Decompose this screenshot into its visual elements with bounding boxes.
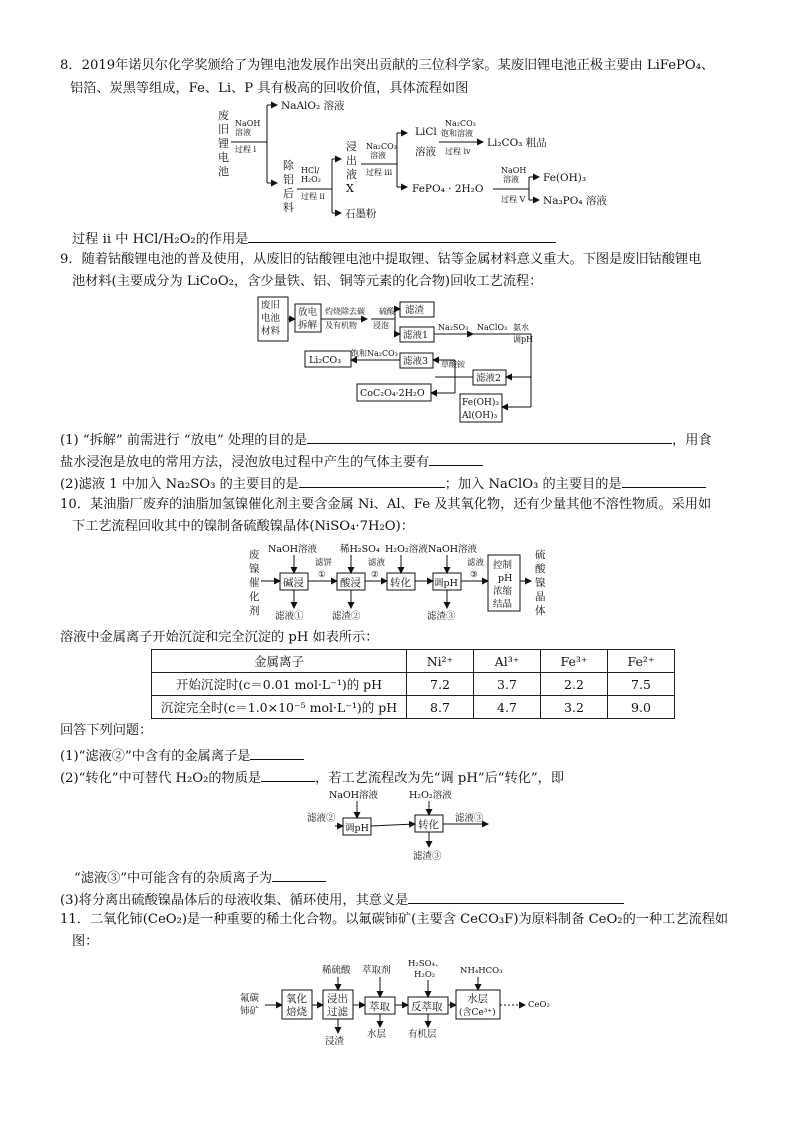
svg-text:液: 液 bbox=[346, 168, 357, 181]
q10-q2: (2)“转化”中可替代 H₂O₂的物质是 ，若工艺流程改为先“调 pH”后“转化”，即 bbox=[60, 768, 564, 786]
q11-b5b: (含Ce³⁺) bbox=[459, 1008, 496, 1018]
table-cell: 7.5 bbox=[608, 673, 675, 696]
q9-acid2: 浸泡 bbox=[373, 321, 389, 330]
q8-src-1: 废 bbox=[218, 109, 229, 122]
svg-text:催: 催 bbox=[249, 577, 260, 589]
svg-text:焙烧: 焙烧 bbox=[286, 1006, 307, 1018]
table-row bbox=[152, 696, 675, 719]
table-cell: 8.7 bbox=[407, 696, 474, 719]
q10-q1: (1)“滤液②”中含有的金属离子是 bbox=[60, 746, 304, 764]
q9-sat: 饱和Na₂CO₃ bbox=[351, 349, 398, 358]
svg-text:后: 后 bbox=[283, 187, 294, 200]
svg-text:旧: 旧 bbox=[218, 123, 229, 136]
q10-b3: 转化 bbox=[390, 577, 411, 589]
table-header-row bbox=[152, 650, 675, 673]
q8-na3po4: Na₃PO₄ 溶液 bbox=[543, 195, 607, 207]
q9-line2: 池材料(主要成分为 LiCoO₂，含少量铁、铝、铜等元素的化合物)回收工艺流程： bbox=[72, 274, 543, 289]
q9-burn1: 灼烧除去碳 bbox=[325, 307, 365, 316]
q9-line1: 9．随着钴酸锂电池的普及使用，从废旧的钴酸锂电池中提取锂、钴等金属材料意义重大。下图是废旧钴酸锂电 bbox=[60, 252, 702, 267]
q10-m1: 滤饼 bbox=[315, 558, 333, 568]
q10-b2: 酸浸 bbox=[340, 577, 361, 589]
svg-text:废: 废 bbox=[249, 549, 260, 561]
svg-text:氧化: 氧化 bbox=[286, 993, 307, 1005]
svg-text:料: 料 bbox=[283, 201, 294, 214]
q10-b4: 调pH bbox=[434, 578, 458, 589]
q10-w3: 滤渣③ bbox=[427, 611, 456, 622]
q11-flow-diagram bbox=[238, 957, 558, 1047]
q8-s4-top: Na₂CO₃ bbox=[445, 119, 476, 128]
q10-line2: 下工艺流程回收其中的镍制备硫酸镍晶体(NiSO₄·7H₂O)： bbox=[72, 519, 414, 534]
q10-alt-b2: 转化 bbox=[418, 819, 439, 831]
q11-r2: 萃取剂 bbox=[362, 965, 391, 976]
q8-s1-bot: 过程 ⅰ bbox=[235, 145, 257, 154]
svg-text:X: X bbox=[346, 182, 354, 195]
table-cell: 9.0 bbox=[608, 696, 675, 719]
q9-burn2: 及有机物 bbox=[325, 321, 357, 330]
q10-line1: 10．某油脂厂废弃的油脂加氢镍催化剂主要含金属 Ni、Al、Fe 及其氧化物，还有少量其他不溶性物质。采用如 bbox=[60, 497, 712, 512]
q8-s2-top: HCl/ bbox=[301, 166, 320, 175]
svg-text:过滤: 过滤 bbox=[327, 1006, 348, 1018]
q8-feoh3: Fe(OH)₃ bbox=[543, 172, 587, 184]
q9-q2: (2)滤液 1 中加入 Na₂SO₃ 的主要目的是 ；加入 NaClO₃ 的主要目的是 bbox=[60, 474, 706, 492]
q9-f1: 滤液1 bbox=[403, 330, 429, 341]
svg-text:铝: 铝 bbox=[283, 173, 294, 186]
svg-text:浸: 浸 bbox=[346, 140, 357, 153]
q9-res: 滤渣 bbox=[405, 305, 425, 316]
q8-question: 过程 ⅱ 中 HCl/H₂O₂的作用是 bbox=[72, 229, 556, 247]
q8-s4-mid: 饱和溶液 bbox=[441, 129, 473, 138]
q10-alt-r2: H₂O₂溶液 bbox=[409, 790, 452, 801]
svg-text:放电: 放电 bbox=[298, 307, 318, 318]
svg-text:pH: pH bbox=[498, 573, 513, 584]
q10-alt-r1: NaOH溶液 bbox=[329, 790, 379, 801]
q11-r3a: H₂SO₄、 bbox=[408, 959, 444, 969]
table-cell: 4.7 bbox=[474, 696, 541, 719]
q10-q2c: “滤液③”中可能含有的杂质离子为 bbox=[74, 868, 326, 886]
table-cell: Ni²⁺ bbox=[407, 650, 474, 673]
q10-w1: 滤液① bbox=[275, 611, 304, 622]
q10-q1-blank[interactable] bbox=[250, 746, 304, 760]
q8-s1-mid: 溶液 bbox=[235, 128, 251, 137]
q10-alt-out: 滤液③ bbox=[455, 813, 484, 824]
q8-s5-bot: 过程 Ⅴ bbox=[501, 195, 526, 204]
svg-text:化: 化 bbox=[249, 591, 260, 603]
svg-text:镍: 镍 bbox=[249, 563, 260, 575]
q9-flow-diagram bbox=[255, 294, 545, 424]
table-row bbox=[152, 673, 675, 696]
q9-q2-blank1[interactable] bbox=[299, 474, 445, 488]
q10-table-intro: 溶液中金属离子开始沉淀和完全沉淀的 pH 如表所示： bbox=[60, 630, 379, 645]
q8-licl2: 溶液 bbox=[415, 146, 436, 158]
q11-r1: 稀硫酸 bbox=[322, 965, 351, 976]
q8-s2-mid: H₂O₂ bbox=[301, 175, 321, 184]
svg-text:体: 体 bbox=[535, 605, 546, 617]
q9-na2so3: Na₂SO₃ bbox=[438, 323, 469, 332]
q8-s3-bot: 过程 ⅲ bbox=[366, 168, 393, 177]
q10-r2: 稀H₂SO₄ bbox=[340, 544, 380, 555]
svg-text:废旧: 废旧 bbox=[261, 300, 281, 311]
q9-ph: 调pH bbox=[513, 335, 534, 344]
svg-text:出: 出 bbox=[346, 154, 357, 167]
svg-text:锂: 锂 bbox=[218, 137, 229, 150]
q9-q1-gas-blank[interactable] bbox=[429, 452, 483, 466]
q9-aloh: Al(OH)₃ bbox=[462, 411, 498, 421]
q11-b3: 萃取 bbox=[369, 1001, 390, 1013]
q10-q2-blank[interactable] bbox=[261, 768, 315, 782]
svg-text:浓缩: 浓缩 bbox=[493, 586, 513, 597]
svg-text:剂: 剂 bbox=[249, 605, 260, 617]
q10-alt-b1: 调pH bbox=[345, 823, 369, 834]
q10-r1: NaOH溶液 bbox=[268, 544, 318, 555]
svg-text:材料: 材料 bbox=[261, 326, 281, 337]
svg-text:②: ② bbox=[371, 570, 379, 580]
svg-text:池: 池 bbox=[218, 165, 229, 178]
svg-text:铈矿: 铈矿 bbox=[240, 1006, 260, 1017]
svg-text:拆解: 拆解 bbox=[298, 320, 318, 331]
q10-flow-diagram bbox=[245, 540, 555, 625]
table-cell: 金属离子 bbox=[152, 650, 407, 673]
q8-naalo2: NaAlO₂ 溶液 bbox=[281, 100, 345, 112]
q8-answer-blank[interactable] bbox=[248, 229, 556, 243]
q11-r3b: H₂O₂ bbox=[414, 970, 436, 980]
table-cell: Fe³⁺ bbox=[541, 650, 608, 673]
q9-li2co3: Li₂CO₃ bbox=[309, 355, 342, 366]
q8-line2: 铝箔、炭黑等组成，Fe、Li、P 具有极高的回收价值，具体流程如图 bbox=[70, 81, 469, 96]
q10-q3-blank[interactable] bbox=[408, 890, 624, 904]
q9-q2-blank2[interactable] bbox=[622, 474, 706, 488]
q9-q1-line2: 盐水浸泡是放电的常用方法，浸泡放电过程中产生的气体主要有 bbox=[60, 452, 483, 470]
q9-f2: 滤液2 bbox=[476, 373, 502, 384]
q8-s3-top: Na₂CO₃ bbox=[366, 142, 397, 151]
q10-r3: H₂O₂溶液 bbox=[385, 544, 428, 555]
svg-text:电池: 电池 bbox=[261, 313, 281, 324]
q8-s5-mid: 溶液 bbox=[503, 175, 519, 184]
q11-b5a: 水层 bbox=[467, 993, 488, 1005]
q10-alt-flow-diagram bbox=[305, 784, 505, 864]
q9-oxal: 草酸铵 bbox=[441, 360, 465, 369]
table-cell: 沉淀完全时(c＝1.0×10⁻⁵ mol·L⁻¹)的 pH bbox=[152, 696, 407, 719]
q10-q3: (3)将分离出硫酸镍晶体后的母液收集、循环使用，其意义是 bbox=[60, 890, 624, 908]
svg-text:氟碳: 氟碳 bbox=[240, 993, 260, 1004]
svg-text:电: 电 bbox=[218, 151, 229, 164]
q10-m2: 滤液 bbox=[368, 558, 386, 568]
q8-li2co3: Li₂CO₃ 粗品 bbox=[487, 137, 547, 149]
q9-feoh: Fe(OH)₃ bbox=[462, 398, 499, 408]
table-cell: 3.7 bbox=[474, 673, 541, 696]
q11-b4: 反萃取 bbox=[411, 1001, 443, 1013]
q11-w1: 浸渣 bbox=[325, 1036, 345, 1047]
q9-q1-blank[interactable] bbox=[307, 430, 672, 444]
q8-s1-top: NaOH bbox=[235, 119, 261, 128]
q9-coc2o4: CoC₂O₄·2H₂O bbox=[360, 388, 425, 399]
table-cell: Al³⁺ bbox=[474, 650, 541, 673]
q10-ph-table bbox=[151, 649, 675, 719]
q10-m3: 滤液 bbox=[467, 558, 485, 568]
svg-text:除: 除 bbox=[283, 159, 294, 172]
svg-text:晶: 晶 bbox=[535, 591, 546, 603]
svg-text:①: ① bbox=[318, 570, 326, 580]
q8-s4-bot: 过程 ⅳ bbox=[445, 147, 471, 156]
q8-line1: 8．2019年诺贝尔化学奖颁给了为锂电池发展作出突出贡献的三位科学家。某废旧锂电池正极主要由 LiFePO₄、 bbox=[60, 58, 715, 73]
svg-text:结晶: 结晶 bbox=[493, 599, 513, 610]
q9-naclo3: NaClO₃ bbox=[477, 323, 508, 332]
q9-q1-line1: (1) “拆解” 前需进行 “放电” 处理的目的是 ，用食 bbox=[60, 430, 712, 448]
q8-licl: LiCl bbox=[415, 126, 437, 138]
q8-flow-diagram bbox=[205, 97, 625, 222]
svg-text:镍: 镍 bbox=[535, 577, 546, 589]
q10-b1: 碱浸 bbox=[283, 577, 304, 589]
q10-r4: NaOH溶液 bbox=[428, 544, 478, 555]
q8-s5-top: NaOH bbox=[501, 166, 527, 175]
q11-w3: 有机层 bbox=[408, 1029, 437, 1040]
table-cell: 3.2 bbox=[541, 696, 608, 719]
q10-alt-in: 滤液② bbox=[307, 813, 336, 824]
table-cell: Fe²⁺ bbox=[608, 650, 675, 673]
svg-text:③: ③ bbox=[470, 570, 478, 580]
q10-q2c-blank[interactable] bbox=[272, 868, 326, 882]
svg-text:浸出: 浸出 bbox=[327, 993, 348, 1005]
q8-graphite: 石墨粉 bbox=[345, 208, 377, 220]
q9-acid1: 硫酸 bbox=[379, 307, 395, 316]
svg-text:控制: 控制 bbox=[493, 560, 513, 571]
svg-text:硫: 硫 bbox=[535, 549, 546, 561]
q10-answer-intro: 回答下列问题： bbox=[60, 723, 153, 738]
q11-line2: 图： bbox=[72, 934, 99, 949]
q9-nh3: 氨水 bbox=[513, 323, 529, 332]
q8-s3-mid: 溶液 bbox=[370, 151, 386, 160]
q11-out: CeO₂ bbox=[528, 1000, 550, 1010]
q9-f3: 滤液3 bbox=[403, 356, 429, 367]
q11-r4: NH₄HCO₃ bbox=[460, 966, 503, 976]
q8-fepo4: FePO₄ · 2H₂O bbox=[412, 183, 484, 195]
q10-alt-waste: 滤渣③ bbox=[413, 851, 442, 862]
table-cell: 2.2 bbox=[541, 673, 608, 696]
svg-text:酸: 酸 bbox=[535, 563, 546, 575]
q10-w2: 滤渣② bbox=[332, 611, 361, 622]
table-cell: 7.2 bbox=[407, 673, 474, 696]
q11-w2: 水层 bbox=[367, 1029, 387, 1040]
q8-s2-bot: 过程 ⅱ bbox=[301, 192, 325, 201]
table-cell: 开始沉淀时(c＝0.01 mol·L⁻¹)的 pH bbox=[152, 673, 407, 696]
q11-line1: 11．二氧化铈(CeO₂)是一种重要的稀土化合物。以氟碳铈矿(主要含 CeCO₃F)为原料制备 CeO₂的一种工艺流程如 bbox=[60, 912, 729, 927]
